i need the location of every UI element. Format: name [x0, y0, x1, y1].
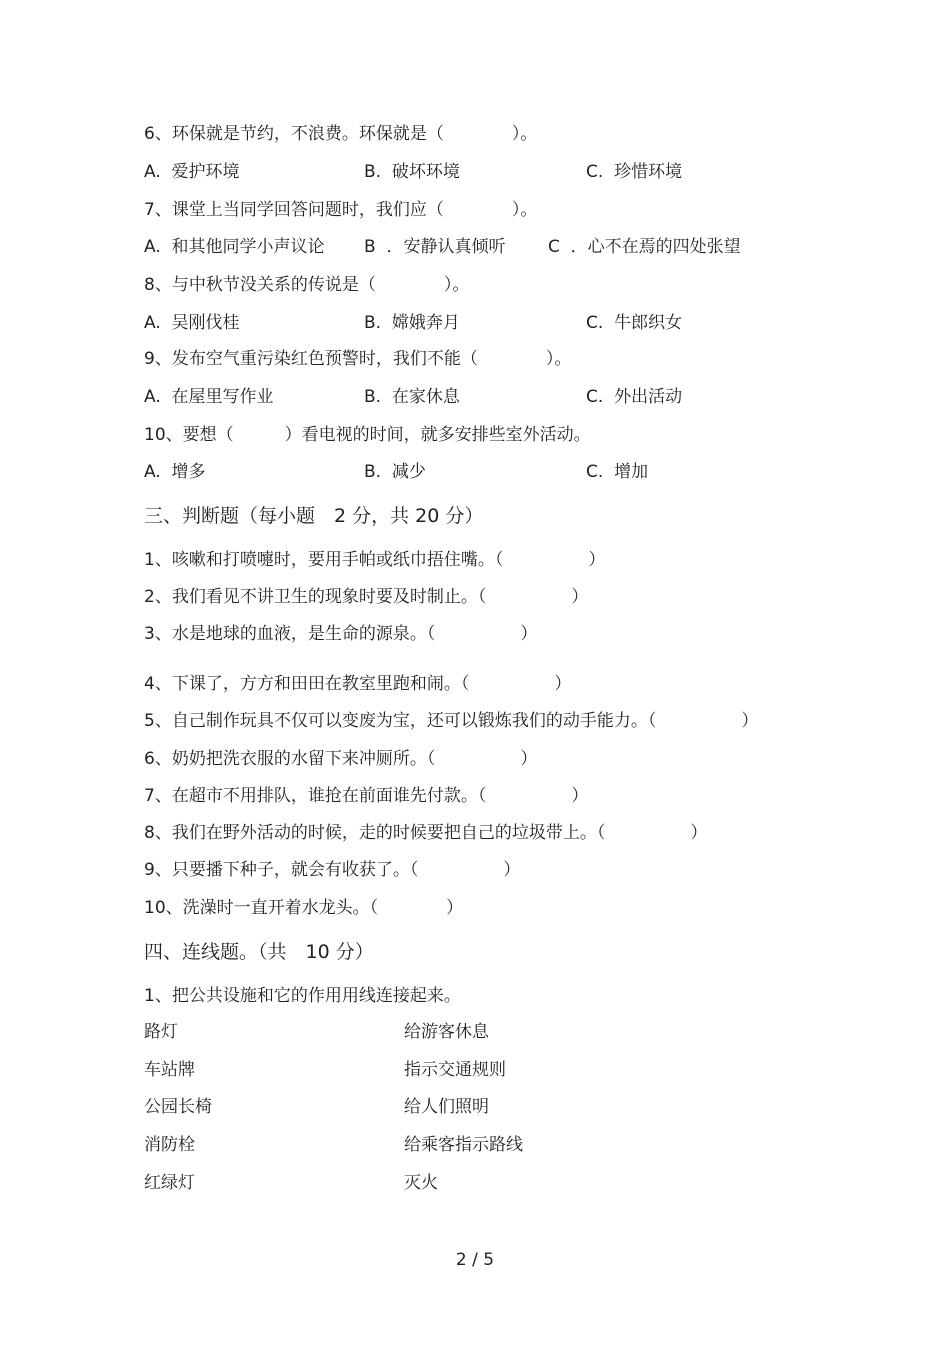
matching-right-item: 指示交通规则 — [404, 1060, 506, 1080]
question-6-option-a: A. 爱护环境 — [144, 162, 240, 182]
matching-left-item: 红绿灯 — [144, 1173, 195, 1193]
question-7-stem: 7、课堂上当同学回答问题时，我们应（ ）。 — [144, 200, 538, 220]
judge-item-1: 1、咳嗽和打喷嚏时，要用手帕或纸巾捂住嘴。（ ） — [144, 550, 606, 570]
question-8-stem: 8、与中秋节没关系的传说是（ ）。 — [144, 275, 470, 295]
matching-right-item: 给人们照明 — [404, 1097, 489, 1117]
question-7-option-c: C ．心不在焉的四处张望 — [548, 237, 741, 257]
question-8-option-a: A. 吴刚伐桂 — [144, 313, 240, 333]
question-7-option-b: B ．安静认真倾听 — [364, 237, 506, 257]
matching-right-item: 灭火 — [404, 1173, 438, 1193]
question-9-stem: 9、发布空气重污染红色预警时，我们不能（ ）。 — [144, 349, 572, 369]
matching-left-item: 公园长椅 — [144, 1097, 212, 1117]
matching-left-item: 路灯 — [144, 1022, 178, 1042]
question-8-option-b: B. 嫦娥奔月 — [364, 313, 460, 333]
matching-left-item: 车站牌 — [144, 1060, 195, 1080]
matching-left-item: 消防栓 — [144, 1135, 195, 1155]
judge-item-10: 10、洗澡时一直开着水龙头。（ ） — [144, 898, 464, 918]
question-9-option-c: C. 外出活动 — [586, 387, 683, 407]
question-9-option-a: A. 在屋里写作业 — [144, 387, 274, 407]
section-4-heading: 四、连线题。（共 10 分） — [144, 941, 374, 963]
question-8-option-c: C. 牛郎织女 — [586, 313, 683, 333]
judge-item-3: 3、水是地球的血液，是生命的源泉。（ ） — [144, 624, 538, 644]
question-10-option-a: A. 增多 — [144, 462, 206, 482]
judge-item-4: 4、下课了，方方和田田在教室里跑和闹。（ ） — [144, 674, 572, 694]
judge-item-6: 6、奶奶把洗衣服的水留下来冲厕所。（ ） — [144, 749, 538, 769]
page-number: 2 / 5 — [455, 1250, 495, 1270]
judge-item-8: 8、我们在野外活动的时候，走的时候要把自己的垃圾带上。（ ） — [144, 823, 708, 843]
matching-right-item: 给乘客指示路线 — [404, 1135, 523, 1155]
question-6-stem: 6、环保就是节约，不浪费。环保就是（ ）。 — [144, 124, 538, 144]
question-10-stem: 10、要想（ ）看电视的时间，就多安排些室外活动。 — [144, 425, 591, 445]
matching-instruction: 1、把公共设施和它的作用用线连接起来。 — [144, 986, 461, 1006]
question-6-option-c: C. 珍惜环境 — [586, 162, 683, 182]
question-6-option-b: B. 破坏环境 — [364, 162, 460, 182]
question-9-option-b: B. 在家休息 — [364, 387, 460, 407]
question-10-option-b: B. 减少 — [364, 462, 426, 482]
matching-right-item: 给游客休息 — [404, 1022, 489, 1042]
judge-item-9: 9、只要播下种子，就会有收获了。（ ） — [144, 860, 521, 880]
question-7-option-a: A. 和其他同学小声议论 — [144, 237, 325, 257]
question-10-option-c: C. 增加 — [586, 462, 649, 482]
judge-item-7: 7、在超市不用排队，谁抢在前面谁先付款。（ ） — [144, 786, 589, 806]
judge-item-5: 5、自己制作玩具不仅可以变废为宝，还可以锻炼我们的动手能力。（ ） — [144, 711, 759, 731]
section-3-heading: 三、判断题（每小题 2 分，共 20 分） — [144, 505, 484, 527]
judge-item-2: 2、我们看见不讲卫生的现象时要及时制止。（ ） — [144, 587, 589, 607]
